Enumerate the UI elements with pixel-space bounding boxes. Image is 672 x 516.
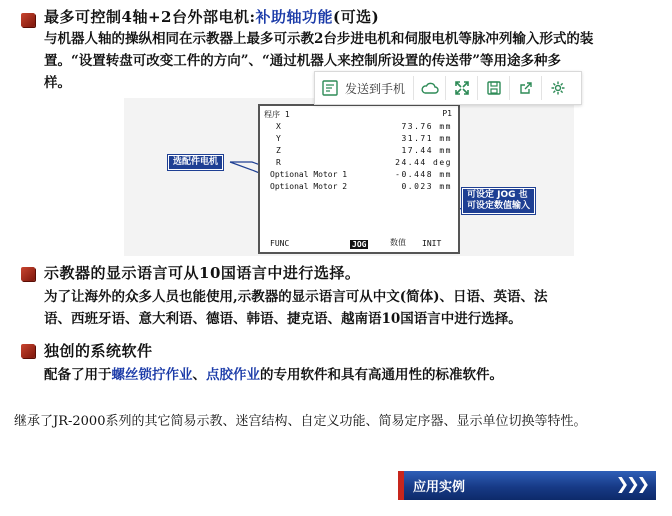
softkey-jog[interactable]: JOG [352, 240, 367, 249]
point-label: P1 [442, 109, 452, 118]
program-label: 程序 1 [264, 110, 290, 119]
section3-title: 独创的系统软件 [44, 342, 153, 360]
cloud-button[interactable] [414, 76, 446, 100]
section2-title: 示教器的显示语言可从10国语言中进行选择。 [44, 264, 361, 282]
screw-tightening-link[interactable]: 螺丝锁拧作业 [111, 367, 193, 383]
axis-name: R [276, 158, 281, 167]
save-button[interactable] [478, 76, 510, 100]
footer-text: 继承了JR-2000系列的其它简易示教、迷宫结构、自定义功能、简易定序器、显示单位切换等特性。 [14, 414, 587, 429]
dispensing-link[interactable]: 点胶作业 [206, 367, 260, 383]
pendant-screen [258, 104, 460, 254]
section1-line3: 样。 [44, 75, 71, 91]
softkey-init[interactable]: INIT [422, 239, 442, 248]
optional-motor-callout: 选配件电机 [168, 155, 223, 170]
section3-body [44, 364, 503, 386]
auxiliary-axis-link[interactable]: 补助轴功能 [255, 8, 333, 26]
section-bullet-icon [21, 13, 35, 27]
section2-line1: 为了让海外的众多人员也能使用,示教器的显示语言可从中文(简体)、日语、英语、法 [44, 289, 548, 305]
settings-button[interactable] [542, 76, 573, 100]
settings-icon [550, 80, 566, 96]
axis-value: 31.71 mm [401, 134, 452, 143]
section3-separator: 、 [192, 367, 206, 383]
chevron-right-icon: ❯❯❯ [615, 474, 647, 493]
axis-value: 24.44 deg [395, 158, 452, 167]
axis-value: -0.448 mm [395, 170, 452, 179]
axis-value: 73.76 mm [401, 122, 452, 131]
axis-name: Optional Motor 2 [270, 182, 348, 191]
softkey-func[interactable]: FUNC [270, 239, 290, 248]
softkey-value[interactable]: 数值 [390, 238, 406, 247]
axis-name: X [276, 122, 281, 131]
banner-label: 应用实例 [413, 480, 466, 495]
section1-title-suffix: (可选) [333, 8, 380, 26]
section1-title-text: 最多可控制4轴+2台外部电机: [44, 8, 256, 26]
expand-icon [454, 80, 470, 96]
section1-line1: 与机器人轴的操纵相同在示教器上最多可示教2台步进电机和伺服电机等脉冲列输入形式的装 [44, 31, 594, 47]
section1-title [44, 6, 379, 27]
section-bullet-icon [21, 267, 35, 281]
jog-value-callout [462, 188, 535, 214]
section3-prefix: 配备了用于 [44, 367, 112, 383]
callout-line1: 可设定 JOG 也 [467, 190, 528, 200]
share-button[interactable] [510, 76, 542, 100]
callout-line2: 可设定数值输入 [467, 201, 531, 211]
axis-value: 0.023 mm [401, 182, 452, 191]
axis-rows [260, 106, 458, 252]
banner-accent [398, 471, 404, 500]
section2-line2: 语、西班牙语、意大利语、德语、韩语、捷克语、越南语10国语言中进行选择。 [44, 311, 522, 327]
application-examples-banner[interactable] [398, 471, 656, 500]
expand-button[interactable] [446, 76, 478, 100]
section1-line2: 置。“设置转盘可改变工件的方向”、“通过机器人来控制所设置的传送带”等用途多种多 [44, 53, 562, 69]
axis-name: Z [276, 146, 281, 155]
send-to-phone-label: 发送到手机 [345, 81, 406, 96]
send-to-phone-icon [321, 79, 339, 97]
section3-suffix: 的专用软件和具有高通用性的标准软件。 [260, 367, 503, 383]
share-toolbar [314, 71, 582, 105]
cloud-icon [421, 81, 439, 95]
teach-pendant-figure [124, 98, 574, 256]
send-to-phone-button[interactable] [315, 76, 414, 100]
axis-name: Optional Motor 1 [270, 170, 348, 179]
save-icon [486, 80, 502, 96]
axis-name: Y [276, 134, 281, 143]
section2-body [44, 286, 664, 330]
axis-value: 17.44 mm [401, 146, 452, 155]
share-icon [518, 80, 534, 96]
section-bullet-icon [21, 344, 35, 358]
